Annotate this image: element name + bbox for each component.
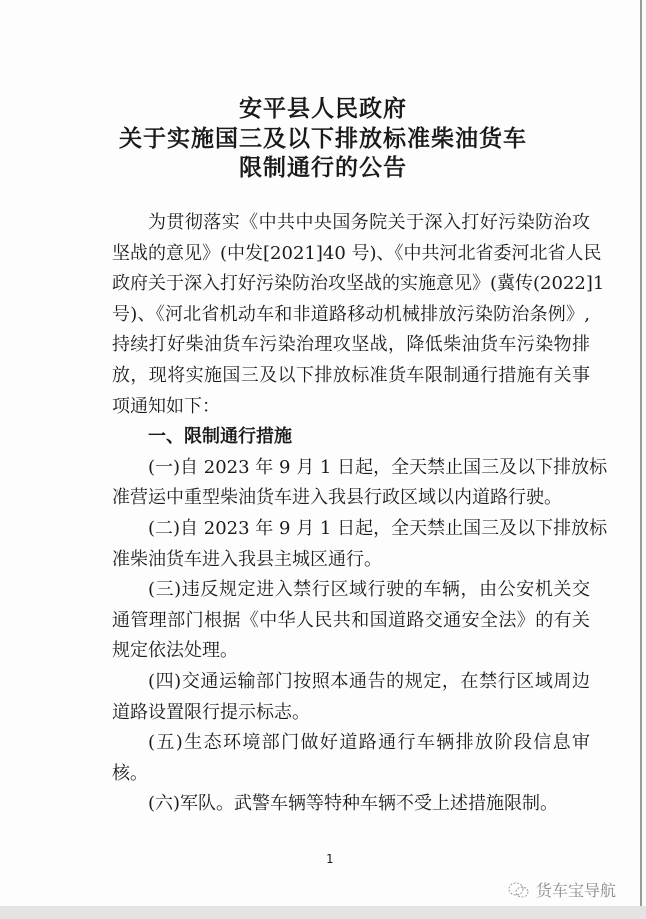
paragraph-line: (四)交通运输部门按照本通告的规定，在禁行区域周边	[148, 670, 590, 692]
paragraph-line: 项通知如下：	[112, 395, 220, 417]
paragraph-line: 通管理部门根据《中华人民共和国道路交通安全法》的有关	[112, 609, 590, 631]
page-bottom-edge	[0, 906, 646, 919]
paragraph-line: 为贯彻落实《中共中央国务院关于深入打好污染防治攻	[148, 212, 590, 233]
paragraph-line: 政府关于深入打好污染防治攻坚战的实施意见》(冀传(2022]1	[112, 273, 605, 295]
title-line-1: 安平县人民政府	[239, 95, 407, 122]
paragraph-line: (一)自 2023 年 9 月 1 日起，全天禁止国三及以下排放标	[148, 456, 608, 478]
paragraph-line: (五)生态环境部门做好道路通行车辆排放阶段信息审	[148, 732, 590, 754]
page-number: 1	[326, 852, 334, 866]
title-line-2: 关于实施国三及以下排放标准柴油货车	[119, 125, 527, 152]
paragraph-line: 准柴油货车进入我县主城区通行。	[112, 548, 382, 570]
wechat-icon	[508, 881, 530, 899]
paragraph-line: 持续打好柴油货车污染治理攻坚战，降低柴油货车污染物排	[112, 334, 590, 356]
paragraph-line: 坚战的意见》(中发[2021]40 号)、《中共河北省委河北省人民	[112, 242, 602, 264]
paragraph-line: 准营运中重型柴油货车进入我县行政区域以内道路行驶。	[112, 487, 562, 509]
paragraph-line: 规定依法处理。	[112, 640, 238, 662]
paragraph-line: 道路设置限行提示标志。	[112, 701, 310, 723]
paragraph-line: (三)违反规定进入禁行区域行驶的车辆，由公安机关交	[148, 579, 590, 601]
paragraph-line: (六)军队。武警车辆等特种车辆不受上述措施限制。	[148, 793, 559, 815]
watermark	[508, 878, 616, 901]
paragraph-line: 核。	[112, 762, 148, 784]
document-body	[112, 208, 608, 820]
title-line-3: 限制通行的公告	[239, 154, 407, 181]
paragraph-line: 放，现将实施国三及以下排放标准货车限制通行措施有关事	[112, 364, 590, 386]
section-heading: 一、限制通行措施	[148, 426, 292, 448]
paragraph-line: 号)、《河北省机动车和非道路移动机械排放污染防治条例》,	[112, 303, 590, 325]
watermark-text: 货车宝导航	[536, 881, 617, 900]
paragraph-line: (二)自 2023 年 9 月 1 日起，全天禁止国三及以下排放标	[148, 517, 608, 539]
